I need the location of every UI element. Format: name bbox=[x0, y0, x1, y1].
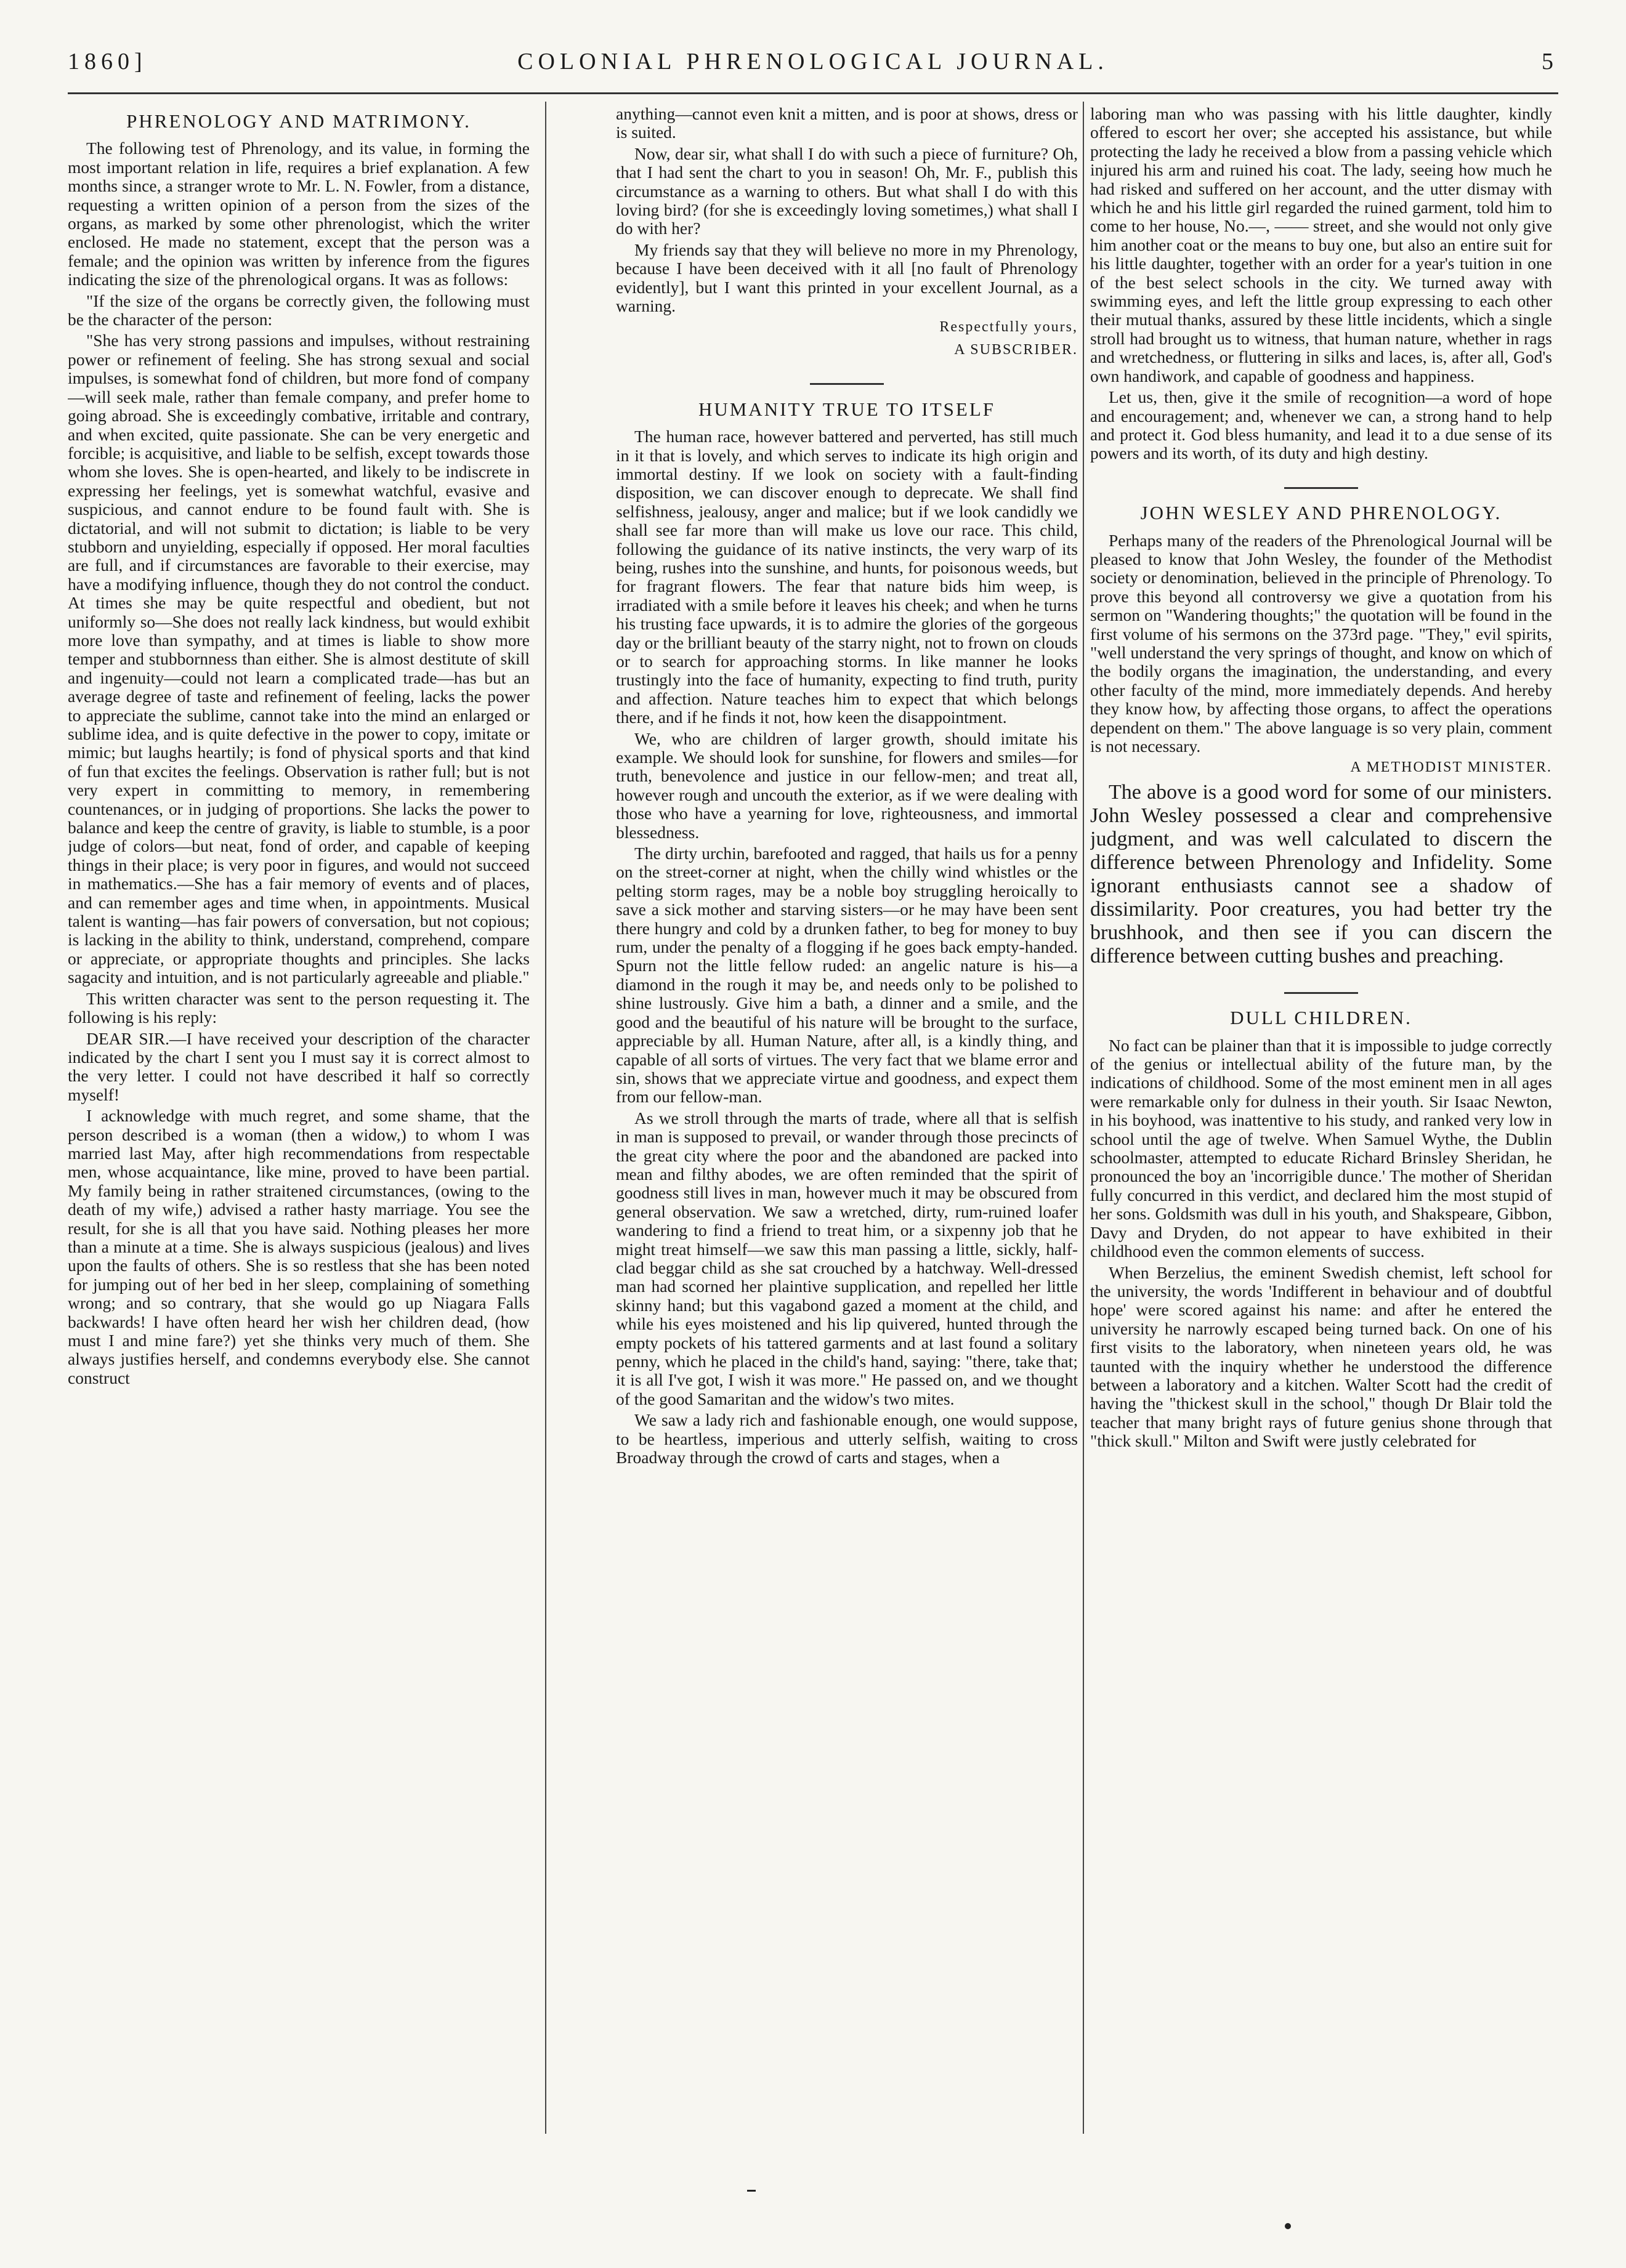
paragraph: "She has very strong passions and impulses, without restraining power or refinement of feeling. She has strong sexual and social impulses, is somewhat fond of children, but more fond of company—will seek male, rather than female company, and prefer home to going abroad. She is exceedingly combative, irritable and contrary, and when excited, quite passionate. She can be very energetic and forcible; is acquisitive, and liable to be selfish, except towards those whom she loves. She is open-hearted, and likely to be indiscrete in expressing her feelings, yet is somewhat watchful, evasive and suspicious, and cannot endure to be found fault with. She is dictatorial, and will not submit to dictation; is liable to be very stubborn and unyielding, especially if opposed. Her moral faculties are full, and if circumstances are favorable to their exercise, may have a modifying influence, though they do not control the conduct. At times she may be quite respectful and obedient, but not uniformly so—She does not really lack kindness, but would exhibit more love than sympathy, and at times is liable to show more temper and stubbornness than either. She is almost destitute of skill and ingenuity—could not learn a complicated trade—has but an average degree of taste and refinement of feeling, lacks the power to appreciate the sublime, cannot take into the mind an enlarged or sublime idea, and is quite defective in the power to copy, imitate or mimic; but laughs heartily; is fond of physical sports and that kind of fun that excites the feelings. Observation is rather full; but is not very expert in committing to memory, in remembering countenances, or in judging of proportions. She lacks the power to balance and keep the centre of gravity, is liable to stumble, is a poor judge of colors—but neat, fond of order, and capable of keeping things in their place; is very poor in figures, and would not succeed in mathematics.—She has a fair memory of events and of places, and can remember ages and time when, in appointments. Musical talent is wanting—has fair powers of conversation, but not copious; is lacking in the ability to think, understand, comprehend, compare or appreciate, or appropriate thoughts and principles. She lacks sagacity and intuition, and is not particularly agreeable and pliable." bbox=[68, 331, 530, 987]
print-mark bbox=[747, 2190, 756, 2192]
paragraph: Perhaps many of the readers of the Phrenological Journal will be pleased to know that John Wesley, the founder of the Methodist society or denomination, believed in the principle of Phrenology. To prove this beyond all controversy we give a quotation from his sermon on "Wandering thoughts;" the quotation will be found in the first volume of his sermons on the 373rd page. "They," evil spirits, "well understand the very springs of thought, and know on which of the bodily organs the imagination, the understanding, and every other faculty of the mind, more immediately depends. And hereby they know how, by affecting those organs, to affect the operations dependent on them." The above language is so very plain, comment is not necessary. bbox=[1090, 530, 1552, 756]
page-year: 1860] bbox=[68, 49, 147, 75]
paragraph: Now, dear sir, what shall I do with such a piece of furniture? Oh, that I had sent the chart to you in season! Oh, Mr. F., publish this circumstance as a warning to others. But what shall I do with this loving bird? (for she is exceedingly loving sometimes,) what shall I do with her? bbox=[616, 143, 1078, 238]
section-separator bbox=[1090, 474, 1552, 493]
paragraph: laboring man who was passing with his little daughter, kindly offered to escort her over; she accepted his assistance, but while protecting the lady he received a blow from a passing vehicle which injured his arm and ruined his coat. The lady, seeing how much he had risked and suffered on her account, and the utter dismay with which he and his little girl regarded the ruined garment, told him to come to her house, No.—, —— street, and she would not only give him another coat or the means to buy one, but also an entire suit for his little daughter, together with an order for a year's tuition in one of the best select schools in the city. We turned away with swimming eyes, and left the little group expressing to each other their mutual thanks, assured by these little incidents, which a single stroll had brought us to witness, that human nature, whether in rags and wretchedness, or fluttering in silks and laces, is, after all, God's own handiwork, and capable of goodness and happiness. bbox=[1090, 105, 1552, 385]
letter-signature: A SUBSCRIBER. bbox=[954, 341, 1078, 358]
paragraph: DEAR SIR.—I have received your description of the character indicated by the chart I sent you I must say it is correct almost to the very letter. I could not have described it half so correctly myself! bbox=[68, 1028, 530, 1104]
article-signature: A METHODIST MINISTER. bbox=[1350, 759, 1552, 776]
paragraph: Let us, then, give it the smile of recognition—a word of hope and encouragement; and, whenever we can, a strong hand to help and protect it. God bless humanity, and lead it to a due sense of its powers and its worth, of its duty and high destiny. bbox=[1090, 387, 1552, 463]
section-separator bbox=[1090, 979, 1552, 998]
editor-note: The above is a good word for some of our ministers. John Wesley possessed a clear and comprehensive judgment, and was well calculated to discern the difference between Phrenology and Infidelity. Some ignorant enthusiasts cannot see a shadow of dissimilarity. Poor creatures, you had better try the brushhook, and then see if you can discern the difference between cutting bushes and preaching. bbox=[1090, 780, 1552, 967]
page-number: 5 bbox=[1542, 49, 1558, 75]
paragraph: The dirty urchin, barefooted and ragged, that hails us for a penny on the street-corner at night, when the chilly wind whistles or the pelting storm rages, may be a noble boy struggling heroically to save a sick mother and starving sisters—or he may have been sent there hungry and cold by a drunken father, to beg for money to buy rum, under the penalty of a flogging if he goes back empty-handed. Spurn not the little fellow ruded: an angelic nature is his—a diamond in the rough it may be, and needs only to be polished to shine lustrously. Give him a bath, a dinner and a smile, and the good and the beautiful of his nature will be brought to the surface, appreciable by all. Human Nature, after all, is a kindly thing, and capable of all sorts of virtues. The very fact that we blame error and sin, shows that we appreciate virtue and goodness, and expect them from our fellow-man. bbox=[616, 844, 1078, 1107]
paragraph: No fact can be plainer than that it is impossible to judge correctly of the genius or intellectual ability of the future man, by the indications of childhood. Some of the most eminent men in all ages were remarkable only for dulness in their youth. Sir Isaac Newton, in his boyhood, was inattentive to his study, and ranked very low in school until the age of twelve. When Samuel Wythe, the Dublin schoolmaster, attempted to educate Richard Brinsley Sheridan, he pronounced the boy an 'incorrigible dunce.' The mother of Sheridan fully concurred in this verdict, and declared him the most stupid of her sons. Goldsmith was dull in his youth, and Shakspeare, Gibbon, Davy and Dryden, do not appear to have exhibited in their childhood even the common elements of success. bbox=[1090, 1035, 1552, 1261]
article-heading: PHRENOLOGY AND MATRIMONY. bbox=[126, 110, 471, 132]
paragraph: anything—cannot even knit a mitten, and is poor at shows, dress or is suited. bbox=[616, 105, 1078, 142]
paragraph: My friends say that they will believe no more in my Phrenology, because I have been deceived with it all [no fault of Phrenology evidently], but I want this printed in your excellent Journal, as a warning. bbox=[616, 240, 1078, 316]
paragraph: This written character was sent to the person requesting it. The following is his reply: bbox=[68, 988, 530, 1027]
column-left bbox=[68, 105, 530, 2131]
paragraph: The following test of Phrenology, and its value, in forming the most important relation in life, requires a brief explanation. A few months since, a stranger wrote to Mr. L. N. Fowler, from a distance, requesting a written opinion of a person from the sizes of the organs, as marked by some other phrenologist, which the writer enclosed. He made no statement, except that the person was a female; and the opinion was written by inference from the figures indicating the size of the phrenological organs. It was as follows: bbox=[68, 139, 530, 289]
paragraph: "If the size of the organs be correctly given, the following must be the character of the person: bbox=[68, 291, 530, 329]
print-mark bbox=[1285, 2223, 1291, 2229]
header-rule bbox=[68, 92, 1558, 94]
journal-title: COLONIAL PHRENOLOGICAL JOURNAL. bbox=[517, 49, 1109, 75]
paragraph: We, who are children of larger growth, should imitate his example. We should look for sunshine, for flowers and smiles—for truth, benevolence and justice in our fellow-men; and treat all, however rough and uncouth the exterior, as if we were dealing with those who have a yearning for love, righteousness, and immortal blessedness. bbox=[616, 728, 1078, 842]
article-heading: DULL CHILDREN. bbox=[1230, 1007, 1412, 1029]
article-heading: HUMANITY TRUE TO ITSELF bbox=[698, 398, 996, 420]
column-right bbox=[1090, 105, 1552, 2131]
section-separator bbox=[616, 370, 1078, 389]
letter-signoff: Respectfully yours, bbox=[939, 319, 1078, 336]
paragraph: I acknowledge with much regret, and some shame, that the person described is a woman (then a widow,) to whom I was married last May, after high recommendations from respectable men, whose acquaintance, like mine, proved to have been partial. My family being in rather straitened circumstances, (owing to the death of my wife,) advised a rather hasty marriage. You see the result, for she is all that you have said. Nothing pleases her more than a minute at a time. She is always suspicious (jealous) and lives upon the faults of others. She is so restless that she has been noted for jumping out of her bed in her sleep, complaining of something wrong; and so contrary, that she would go up Niagara Falls backwards! I have often heard her wish her children dead, (how must I and mine fare?) yet she thinks very much of them. She always justifies herself, and condemns everybody else. She cannot construct bbox=[68, 1106, 530, 1387]
column-middle bbox=[616, 105, 1078, 2131]
page-header bbox=[68, 48, 1558, 85]
paragraph: When Berzelius, the eminent Swedish chemist, left school for the university, the words 'Indifferent in behaviour and of doubtful hope' were scored against his name: and after he entered the university he narrowly escaped being turned back. On one of his first visits to the laboratory, when nineteen years old, he was taunted with the inquiry whether he understood the difference between a laboratory and a kitchen. Walter Scott had the credit of having the "thickest skull in the school," though Dr Blair told the teacher that many bright rays of future genius shone through that "thick skull." Milton and Swift were justly celebrated for bbox=[1090, 1262, 1552, 1451]
paragraph: As we stroll through the marts of trade, where all that is selfish in man is supposed to prevail, or wander through those precincts of the great city where the poor and the abandoned are packed into mean and filthy abodes, we are often reminded that the spirit of goodness still lives in man, however much it may be obscured from general observation. We saw a wretched, dirty, rum-ruined loafer wandering to find a friend to treat him, or a sixpenny job that he might treat himself—we saw this man passing a little, sickly, half-clad beggar child as she sat crouched by a hatchway. Well-dressed man had scorned her plaintive supplication, and repelled her little skinny hand; but this vagabond gazed a moment at the child, and while his eyes moistened and his lip quivered, hunted through the empty pockets of his tattered garments and at last found a solitary penny, which he placed in the child's hand, saying: "there, take that; it is all I've got, I wish it was more." He passed on, and we thought of the good Samaritan and the widow's two mites. bbox=[616, 1108, 1078, 1408]
article-heading: JOHN WESLEY AND PHRENOLOGY. bbox=[1140, 502, 1502, 524]
column-divider bbox=[1083, 102, 1084, 2134]
column-divider bbox=[545, 102, 546, 2134]
paragraph: We saw a lady rich and fashionable enough, one would suppose, to be heartless, imperious and utterly selfish, waiting to cross Broadway through the crowd of carts and stages, when a bbox=[616, 1410, 1078, 1467]
paragraph: The human race, however battered and perverted, has still much in it that is lovely, and which serves to indicate its high origin and immortal destiny. If we look on society with a fault-finding disposition, we can discover enough to deprecate. We shall find selfishness, jealousy, anger and malice; but if we look candidly we shall see far more than will make us love our race. This child, following the guidance of its native instincts, the very warp of its being, rushes into the sunshine, and hunts, for poisonous weeds, but for fragrant flowers. The fear that nature bids him weep, is irradiated with a smile before it leaves his cheek; and when he turns his trusting face upwards, it is to admire the glories of the gorgeous day or the brilliant beauty of the starry night, not to frown on clouds or to search for approaching storms. In like manner he looks trustingly into the face of humanity, expecting to find truth, purity and affection. Nature teaches him to expect that which belongs there, and if he finds it not, how keen the disappointment. bbox=[616, 427, 1078, 727]
